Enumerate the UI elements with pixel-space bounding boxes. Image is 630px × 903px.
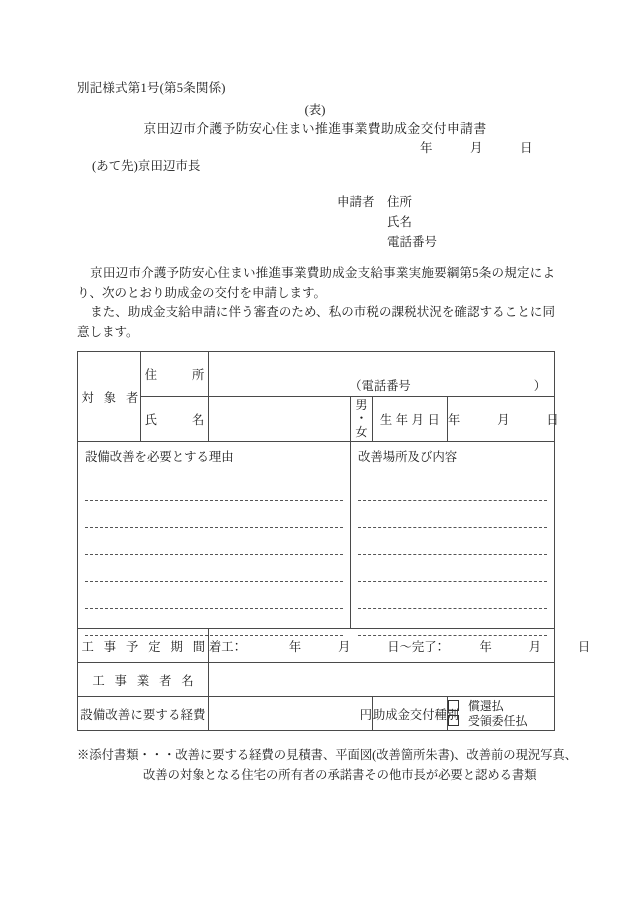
write-line	[85, 609, 343, 636]
write-line	[85, 555, 343, 582]
table-row-cost	[78, 697, 555, 731]
footnote-line-2: 改善の対象となる住宅の所有者の承諾書その他市長が必要と認める書類	[143, 768, 537, 782]
grant-kind-options[interactable]	[448, 697, 555, 731]
checkbox-icon[interactable]	[448, 715, 459, 726]
reason-inner	[78, 442, 350, 628]
write-line	[358, 501, 547, 528]
location-cell[interactable]	[351, 442, 555, 629]
subject-label: 対 象 者	[78, 352, 141, 442]
write-line	[358, 528, 547, 555]
cost-label: 設備改善に要する経費	[78, 697, 209, 731]
grant-kind-label: 助成金交付種別	[373, 697, 448, 731]
dob-input[interactable]: 年 月 日	[448, 397, 555, 442]
gender-label[interactable]	[351, 397, 373, 442]
name-input[interactable]	[209, 397, 351, 442]
write-line	[85, 474, 343, 501]
location-title: 改善場所及び内容	[358, 450, 458, 464]
table-row-name	[78, 397, 555, 442]
table-row-free-text	[78, 442, 555, 629]
grant-kind-option-assignment[interactable]	[448, 714, 554, 729]
application-table	[77, 351, 591, 731]
reason-cell[interactable]	[78, 442, 351, 629]
write-line	[358, 609, 547, 636]
gender-female: 女	[355, 424, 368, 439]
write-line	[358, 582, 547, 609]
location-write-lines	[358, 474, 547, 636]
write-line	[358, 474, 547, 501]
applicant-address-label: 住所	[387, 195, 413, 209]
applicant-address-row	[337, 192, 437, 212]
period-input[interactable]: 着工： 年 月 日〜完了： 年 月 日	[209, 629, 555, 663]
sheet-label: (表)	[304, 103, 326, 117]
form-number: 別記様式第1号(第5条関係)	[77, 81, 226, 95]
applicant-heading: 申請者	[337, 195, 375, 209]
applicant-name-label: 氏名	[387, 215, 413, 229]
location-inner	[351, 442, 554, 628]
telephone-label: （電話番号 ）	[349, 379, 546, 393]
addressee: (あて先)京田辺市長	[92, 159, 201, 173]
applicant-tel-row	[337, 232, 437, 252]
page-title: 京田辺市介護予防安心住まい推進事業費助成金交付申請書	[143, 122, 487, 136]
builder-label: 工 事 業 者 名	[78, 663, 209, 697]
grant-kind-option-assignment-label: 受領委任払	[468, 713, 528, 728]
grant-kind-option-repayment-label: 償還払	[468, 699, 504, 713]
write-line	[85, 501, 343, 528]
reason-write-lines	[85, 474, 343, 636]
address-tel-holder	[209, 352, 554, 396]
checkbox-icon[interactable]	[448, 700, 459, 711]
body-paragraph-1-text: 京田辺市介護予防安心住まい推進事業費助成金支給事業実施要綱第5条の規定により、次のとおり助成金の交付を申請します。	[77, 266, 555, 300]
table-row-address	[78, 352, 555, 397]
builder-input[interactable]	[209, 663, 555, 697]
submission-date-line: 年 月 日	[420, 141, 533, 155]
grant-kind-option-repayment[interactable]	[448, 699, 554, 714]
address-label: 住 所	[141, 352, 209, 397]
applicant-name-row	[337, 212, 437, 232]
write-line	[358, 555, 547, 582]
footnote-line-1: ※添付書類・・・改善に要する経費の見積書、平面図(改善箇所朱書)、改善前の現況写真、	[77, 748, 578, 762]
body-paragraph-1	[77, 264, 555, 303]
applicant-block	[337, 192, 437, 252]
name-label: 氏 名	[141, 397, 209, 442]
applicant-tel-label: 電話番号	[387, 235, 438, 249]
body-paragraph-2-text: また、助成金支給申請に伴う審査のため、私の市税の課税状況を確認することに同意します。	[77, 305, 555, 339]
reason-title: 設備改善を必要とする理由	[85, 450, 234, 464]
period-label: 工 事 予 定 期 間	[78, 629, 209, 663]
table-row-builder	[78, 663, 555, 697]
address-input[interactable]	[209, 352, 555, 397]
write-line	[85, 582, 343, 609]
footnote	[77, 745, 578, 785]
gender-male: 男	[355, 397, 368, 412]
cost-input[interactable]: 円	[209, 697, 373, 731]
write-line	[85, 528, 343, 555]
body-paragraph-2	[77, 303, 555, 342]
dob-label: 生 年 月 日	[373, 397, 448, 442]
gender-separator: ・	[355, 411, 368, 426]
